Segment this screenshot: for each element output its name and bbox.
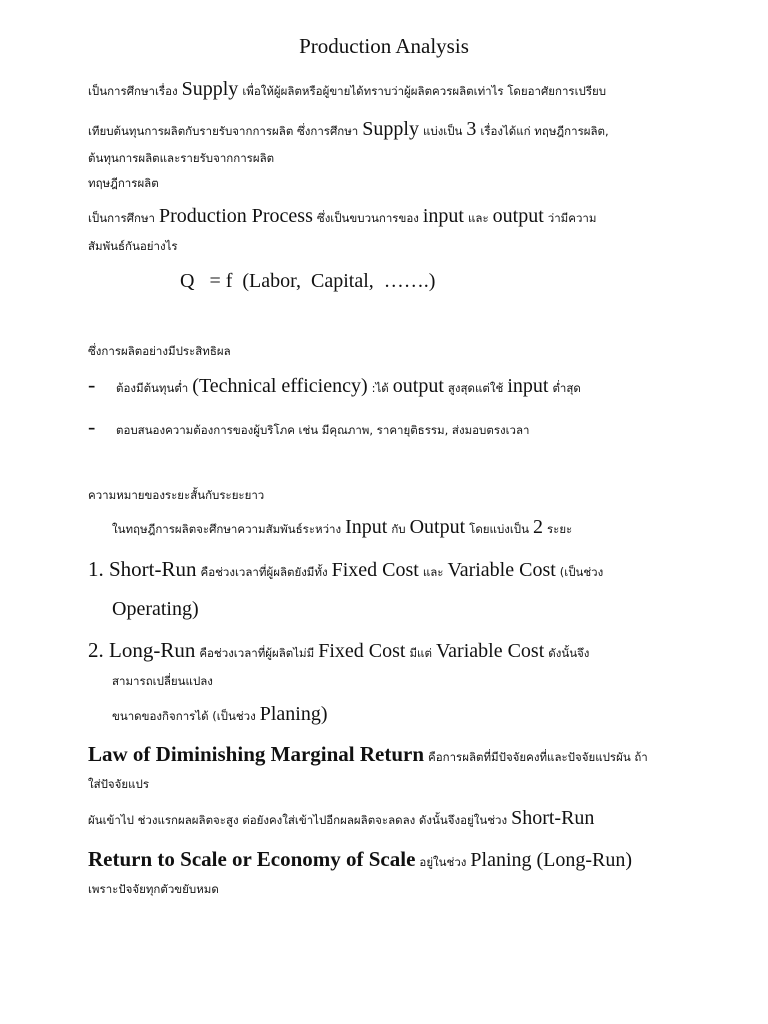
text: คือช่วงเวลาที่ผู้ผลิตไม่มี bbox=[199, 646, 315, 660]
term-input: Input bbox=[345, 516, 388, 538]
list-item-continuation: สามารถเปลี่ยนแปลง bbox=[112, 674, 213, 688]
list-item-continuation bbox=[112, 703, 327, 726]
paragraph-line: ใส่ปัจจัยแปร bbox=[88, 777, 150, 791]
text: ต้องมีต้นทุนต่ำ bbox=[116, 381, 189, 395]
term-input: input bbox=[422, 205, 464, 227]
paragraph-input-output-relation bbox=[112, 516, 572, 539]
text: กับ bbox=[391, 522, 406, 536]
bullet-dash: - bbox=[88, 414, 96, 439]
term-production-process: Production Process bbox=[159, 205, 313, 227]
number: 2 bbox=[532, 516, 543, 538]
text: ในทฤษฎีการผลิตจะศึกษาความสัมพันธ์ระหว่าง bbox=[112, 522, 342, 536]
term-output: output bbox=[392, 375, 444, 397]
paragraph-effective-production: ซึ่งการผลิตอย่างมีประสิทธิผล bbox=[88, 344, 231, 358]
text: เทียบต้นทุนการผลิตกับรายรับจากการผลิต ซึ่งการศึกษา bbox=[88, 124, 359, 138]
bullet-dash: - bbox=[88, 372, 96, 397]
number: 3 bbox=[466, 118, 477, 140]
text: คือการผลิตที่มีปัจจัยคงที่และปัจจัยแปรผัน ถ้า bbox=[428, 750, 648, 764]
text: ซึ่งเป็นขบวนการของ bbox=[316, 211, 419, 225]
term-fixed-cost: Fixed Cost bbox=[318, 640, 406, 662]
term-supply: Supply bbox=[181, 78, 239, 100]
paragraph-line: ต้นทุนการผลิตและรายรับจากการผลิต bbox=[88, 151, 275, 165]
term-planing-long-run: Planing (Long-Run) bbox=[470, 849, 633, 871]
production-function-formula: Q = f (Labor, Capital, …….) bbox=[180, 270, 436, 292]
term-fixed-cost: Fixed Cost bbox=[331, 559, 419, 581]
term-output: Output bbox=[409, 516, 466, 538]
term-short-run: Short-Run bbox=[511, 807, 595, 829]
text: เรื่องได้แก่ ทฤษฎีการผลิต, bbox=[480, 124, 609, 138]
term-planing: Planing) bbox=[259, 703, 328, 725]
paragraph-supply-intro bbox=[88, 78, 606, 101]
text: มีแต่ bbox=[409, 646, 432, 660]
term-output: output bbox=[492, 205, 544, 227]
paragraph-line: สัมพันธ์กันอย่างไร bbox=[88, 239, 178, 253]
page-title: Production Analysis bbox=[299, 34, 469, 58]
text: โดยแบ่งเป็น bbox=[469, 522, 529, 536]
text: ต่ำสุด bbox=[552, 381, 581, 395]
text: ตอบสนองความต้องการของผู้บริโภค เช่น มีคุณภาพ, ราคายุติธรรม, ส่งมอบตรงเวลา bbox=[116, 423, 530, 437]
text: ว่ามีความ bbox=[547, 211, 597, 225]
heading-law-diminishing-return: Law of Diminishing Marginal Return bbox=[88, 742, 425, 766]
text: แบ่งเป็น bbox=[422, 124, 463, 138]
list-item-short-run bbox=[88, 557, 603, 582]
text: เป็นการศึกษาเรื่อง bbox=[88, 84, 178, 98]
heading-return-to-scale: Return to Scale or Economy of Scale bbox=[88, 847, 416, 871]
list-item-continuation: Operating) bbox=[112, 598, 199, 620]
paragraph-line: เพราะปัจจัยทุกตัวขยับหมด bbox=[88, 882, 219, 896]
term-variable-cost: Variable Cost bbox=[447, 559, 556, 581]
bullet-low-cost bbox=[88, 372, 581, 398]
text: ดังนั้นจึง bbox=[548, 646, 590, 660]
term-short-run: 1. Short-Run bbox=[88, 557, 197, 581]
term-long-run: 2. Long-Run bbox=[88, 638, 196, 662]
term-variable-cost: Variable Cost bbox=[435, 640, 545, 662]
text: ระยะ bbox=[546, 522, 573, 536]
text: สูงสุดแต่ใช้ bbox=[447, 381, 504, 395]
text: ผันเข้าไป ช่วงแรกผลผลิตจะสูง ต่อยังคงใส่เข้าไปอีกผลผลิตจะลดลง ดังนั้นจึงอยู่ในช่วง bbox=[88, 813, 508, 827]
text: คือช่วงเวลาที่ผู้ผลิตยังมีทั้ง bbox=[200, 565, 328, 579]
text: และ bbox=[422, 565, 444, 579]
paragraph-production-process bbox=[88, 205, 596, 228]
paragraph-supply-division bbox=[88, 118, 609, 141]
list-item-long-run bbox=[88, 638, 589, 663]
paragraph-line bbox=[88, 807, 594, 830]
term-input: input bbox=[507, 375, 549, 397]
paragraph-law-diminishing-return bbox=[88, 742, 648, 767]
section-heading-short-long-run: ความหมายของระยะสั้นกับระยะยาว bbox=[88, 488, 265, 502]
section-heading-production-theory: ทฤษฎีการผลิต bbox=[88, 176, 159, 190]
text: เพื่อให้ผู้ผลิตหรือผู้ขายได้ทราบว่าผู้ผลิตควรผลิตเท่าไร โดยอาศัยการเปรียบ bbox=[242, 84, 607, 98]
text: :ได้ bbox=[371, 381, 389, 395]
term-technical-efficiency: (Technical efficiency) bbox=[192, 375, 368, 397]
text: ขนาดของกิจการได้ (เป็นช่วง bbox=[112, 709, 256, 723]
text: เป็นการศึกษา bbox=[88, 211, 155, 225]
text: และ bbox=[468, 211, 489, 225]
paragraph-return-to-scale bbox=[88, 847, 632, 872]
bullet-consumer-needs bbox=[88, 414, 530, 440]
term-supply: Supply bbox=[362, 118, 419, 140]
text: (เป็นช่วง bbox=[559, 565, 604, 579]
text: อยู่ในช่วง bbox=[419, 855, 467, 869]
